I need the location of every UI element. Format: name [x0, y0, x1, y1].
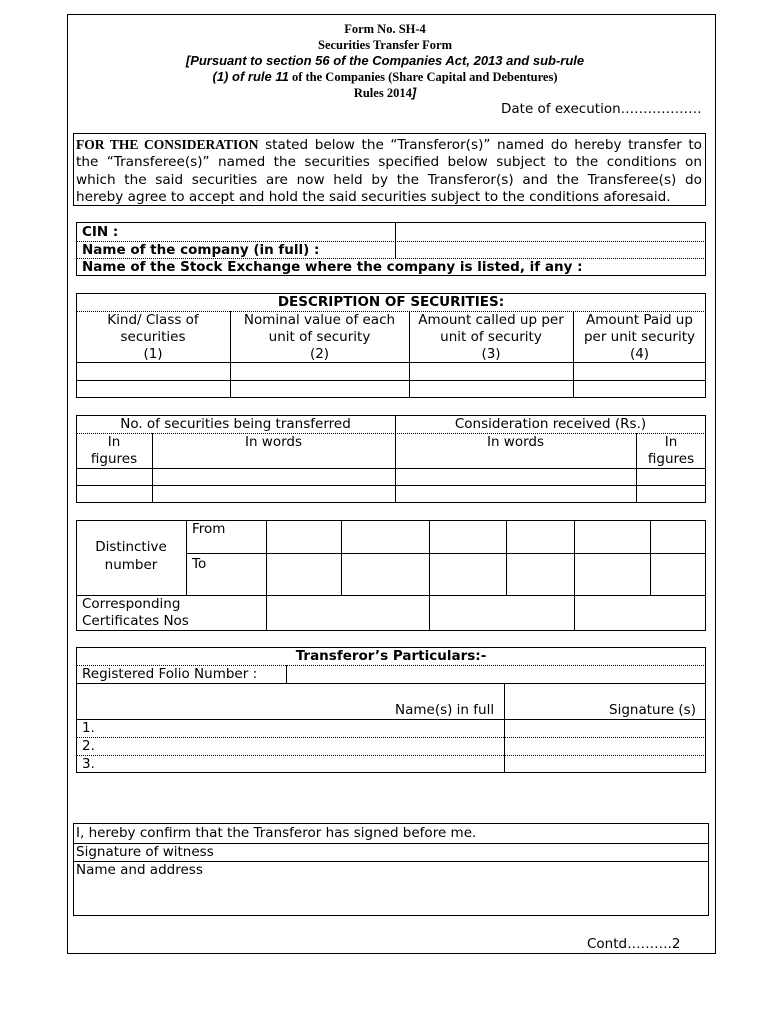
witness-name-address-label: Name and address: [76, 862, 203, 878]
amount-called-header: Amount called up per: [418, 312, 564, 328]
cin-field[interactable]: CIN :: [82, 224, 119, 240]
distinctive-label: Distinctive: [95, 539, 167, 555]
witness-signature-label: Signature of witness: [76, 844, 214, 860]
form-number: Form No. SH-4: [344, 22, 426, 36]
amount-paid-header: Amount Paid up: [586, 312, 693, 328]
witness-confirmation: I, hereby confirm that the Transferor has signed before me.: [76, 825, 477, 841]
from-label: From: [192, 521, 226, 537]
form-title: Securities Transfer Form: [318, 38, 452, 52]
in-figures-header: In: [107, 434, 121, 450]
securities-transferred-header: No. of securities being transferred: [120, 416, 351, 432]
signature-header: Signature (s): [609, 702, 696, 718]
in-words-header-2: In words: [486, 434, 545, 450]
consideration-paragraph: FOR THE CONSIDERATION stated below the “Transferor(s)” named do hereby transfer to the “Transferee(s)” named the securities specified below subject to the conditions on which the said securities are now held by the Transferor(s) and the Transferee(s) do hereby agree to accept and hold the said securities subject to the conditions aforesaid.: [76, 137, 703, 206]
nominal-value-header: Nominal value of each: [243, 312, 396, 328]
securities-heading: DESCRIPTION OF SECURITIES:: [277, 294, 505, 310]
names-in-full-header: Name(s) in full: [395, 702, 495, 718]
pursuant-line-2: (1) of rule 11 of the Companies (Share Capital and Debentures): [212, 69, 558, 84]
transferor-row: 2.: [82, 738, 95, 754]
consideration-received-header: Consideration received (Rs.): [454, 416, 647, 432]
transferor-row: 1.: [82, 720, 95, 736]
company-name-field[interactable]: Name of the company (in full) :: [82, 242, 320, 258]
stock-exchange-field[interactable]: Name of the Stock Exchange where the company is listed, if any :: [82, 259, 583, 275]
date-of-execution: Date of execution………………: [501, 101, 702, 117]
transferor-heading: Transferor’s Particulars:-: [295, 648, 487, 664]
pursuant-line-1: [Pursuant to section 56 of the Companies Act, 2013 and sub-rule: [185, 53, 585, 68]
in-figures-header-2: In: [664, 434, 678, 450]
pursuant-line-3: Rules 2014]: [353, 85, 417, 100]
continued-note: Contd……….2: [587, 936, 681, 952]
certificates-label: Corresponding: [82, 596, 181, 612]
registered-folio-label: Registered Folio Number :: [82, 666, 258, 682]
kind-class-header: Kind/ Class of: [107, 312, 199, 328]
in-words-header: In words: [244, 434, 303, 450]
transferor-row: 3.: [82, 756, 95, 772]
to-label: To: [192, 556, 207, 572]
